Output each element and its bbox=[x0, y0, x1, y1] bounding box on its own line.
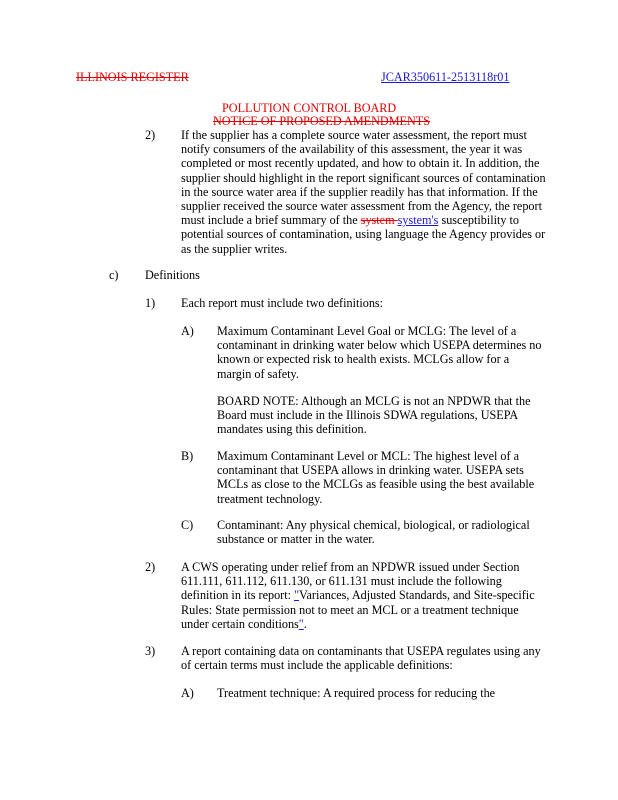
item-b2-text bbox=[181, 128, 546, 256]
def-a-line: contaminant in drinking water below which USEPA determines no bbox=[217, 338, 542, 353]
def-3a-marker: A) bbox=[181, 686, 194, 700]
item-c2-line: 611.111, 611.112, 611.130, or 611.131 must include the following bbox=[181, 574, 502, 589]
item-c2-marker: 2) bbox=[145, 560, 156, 574]
item-c2-line: A CWS operating under relief from an NPDWR issued under Section bbox=[181, 560, 520, 574]
def-b-line: Maximum Contaminant Level or MCL: The highest level of a bbox=[217, 449, 520, 463]
edited-text: susceptibility to bbox=[438, 213, 519, 228]
item-b2-line: in the source water area if the supplier readily has that information. If the bbox=[181, 184, 538, 199]
notice-title: NOTICE OF PROPOSED AMENDMENTS bbox=[213, 114, 431, 128]
item-c3-line: of certain terms must include the applicable definitions: bbox=[181, 658, 453, 673]
item-c2-line-edited bbox=[181, 588, 535, 602]
item-c3-text bbox=[181, 644, 541, 672]
def-a-marker: A) bbox=[181, 324, 194, 338]
edited-text: . bbox=[303, 616, 307, 631]
item-c1-marker: 1) bbox=[145, 296, 156, 310]
def-a-line: Maximum Contaminant Level Goal or MCLG: The level of a bbox=[217, 324, 517, 338]
inserted-text: system's bbox=[397, 213, 439, 228]
board-note bbox=[217, 394, 530, 437]
def-a-text bbox=[217, 324, 542, 381]
inserted-mark: " bbox=[294, 588, 300, 603]
def-a-line: margin of safety. bbox=[217, 366, 299, 381]
def-3a-text: Treatment technique: A required process for reducing the bbox=[217, 686, 496, 700]
board-title: POLLUTION CONTROL BOARD bbox=[222, 101, 397, 115]
def-b-line: MCLs as close to the MCLGs as feasible using the best available bbox=[217, 477, 535, 492]
def-b-marker: B) bbox=[181, 449, 194, 463]
item-b2-line-edited bbox=[181, 213, 546, 227]
deleted-text: system bbox=[360, 213, 398, 228]
jcar-code-prefix: JCAR350611-2513118 bbox=[381, 70, 494, 84]
jcar-code-suffix: r01 bbox=[493, 70, 510, 84]
def-b-text bbox=[217, 449, 534, 506]
item-b2-line: potential sources of contamination, using language the Agency provides or bbox=[181, 227, 546, 242]
section-c-heading: Definitions bbox=[145, 268, 200, 282]
jcar-code bbox=[381, 70, 509, 84]
edited-text: Variances, Adjusted Standards, and Site-specific bbox=[299, 588, 535, 603]
item-b2-line: If the supplier has a complete source water assessment, the report must bbox=[181, 128, 527, 142]
item-b2-line: as the supplier writes. bbox=[181, 241, 288, 256]
def-a-line: known or expected risk to health exists. MCLGs allow for a bbox=[217, 352, 510, 367]
def-b-line: contaminant that USEPA allows in drinking water. USEPA sets bbox=[217, 463, 524, 478]
item-c2-line: Rules: State permission not to meet an MCL or a treatment technique bbox=[181, 602, 519, 617]
board-note-line: mandates using this definition. bbox=[217, 422, 367, 437]
item-c3-marker: 3) bbox=[145, 644, 156, 658]
board-note-line: BOARD NOTE: Although an MCLG is not an NPDWR that the bbox=[217, 394, 531, 408]
edited-text: under certain conditions bbox=[181, 616, 299, 631]
section-c-marker: c) bbox=[109, 268, 119, 282]
def-c-line: substance or matter in the water. bbox=[217, 532, 375, 547]
item-b2-line: supplier received the source water assessment from the Agency, the report bbox=[181, 199, 542, 214]
def-c-line: Contaminant: Any physical chemical, biological, or radiological bbox=[217, 518, 530, 532]
item-c2-line-edited bbox=[181, 617, 535, 631]
item-b2-line: notify consumers of the availability of this assessment, the year it was bbox=[181, 142, 523, 157]
item-b2-line: supplier should highlight in the report significant sources of contamination bbox=[181, 170, 546, 185]
item-c2-text bbox=[181, 560, 535, 631]
item-b2-marker: 2) bbox=[145, 128, 156, 142]
edited-text: definition in its report: bbox=[181, 588, 295, 603]
board-note-line: Board must include in the Illinois SDWA regulations, USEPA bbox=[217, 408, 519, 423]
def-c-marker: C) bbox=[181, 518, 194, 532]
def-b-line: treatment technology. bbox=[217, 491, 323, 506]
item-b2-line: completed or most recently updated, and how to obtain it. In addition, the bbox=[181, 156, 540, 171]
register-header: ILLINOIS REGISTER bbox=[76, 70, 189, 84]
inserted-mark: " bbox=[298, 616, 304, 631]
item-c3-line: A report containing data on contaminants that USEPA regulates using any bbox=[181, 644, 541, 658]
def-c-text bbox=[217, 518, 530, 546]
edited-text: must include a brief summary of the bbox=[181, 213, 361, 228]
item-c1-text: Each report must include two definitions: bbox=[181, 296, 384, 310]
